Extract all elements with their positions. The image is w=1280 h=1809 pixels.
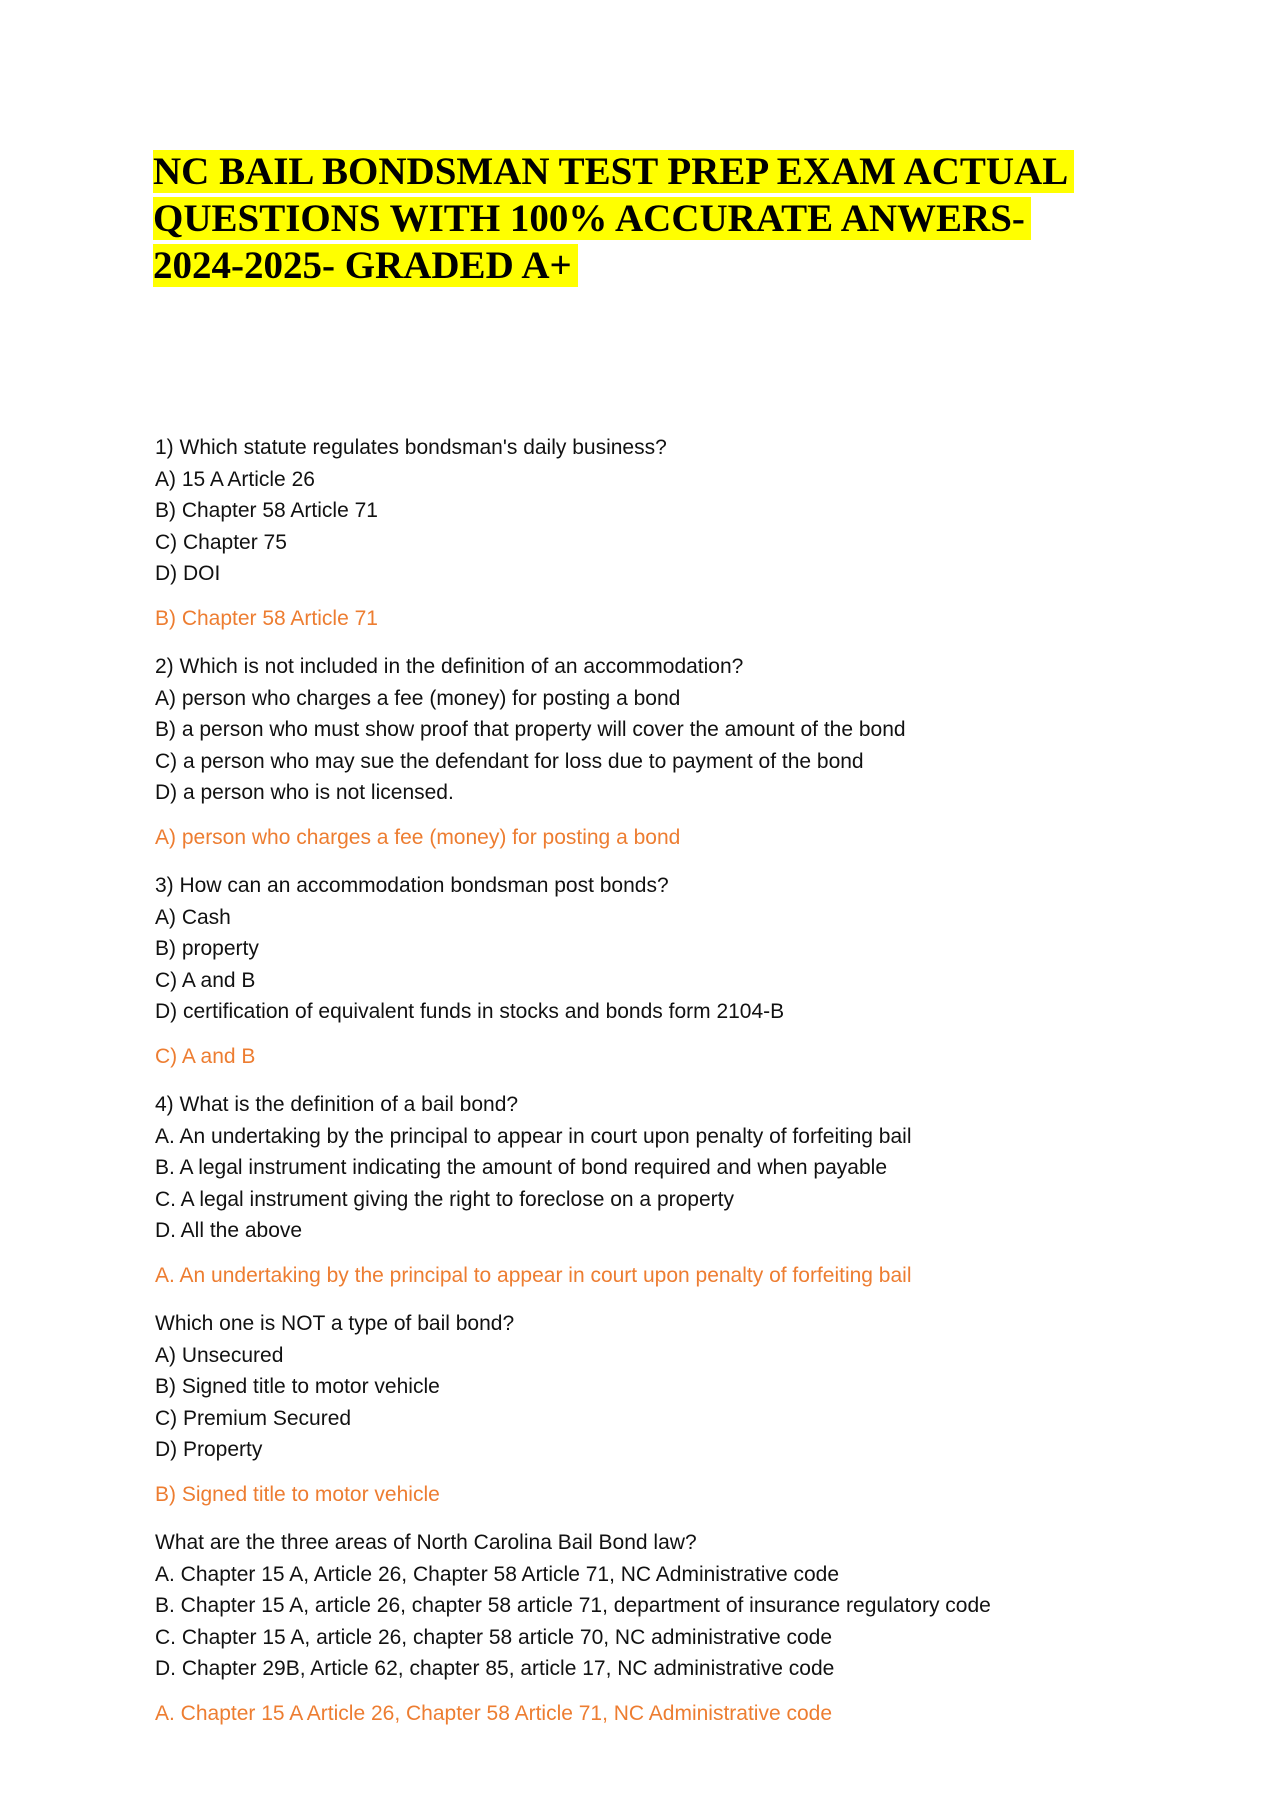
option: A) 15 A Article 26 — [155, 467, 315, 491]
option: D) a person who is not licensed. — [155, 781, 454, 804]
question-list — [155, 432, 1235, 1746]
option: C) Chapter 75 — [155, 530, 287, 554]
option: C) A and B — [155, 968, 256, 992]
option: B) a person who must show proof that property will cover the amount of the bond — [155, 718, 906, 741]
question-text: 1) Which statute regulates bondsman's daily business? — [155, 436, 667, 459]
title-line: NC BAIL BONDSMAN TEST PREP EXAM ACTUAL — [153, 150, 1074, 193]
option: C. Chapter 15 A, article 26, chapter 58 article 70, NC administrative code — [155, 1625, 833, 1649]
question-text: Which one is NOT a type of bail bond? — [155, 1312, 515, 1335]
question-text: 3) How can an accommodation bondsman post bonds? — [155, 874, 669, 897]
answer-text: A. An undertaking by the principal to appear in court upon penalty of forfeiting bail — [155, 1263, 912, 1287]
option: D) Property — [155, 1438, 263, 1461]
option: B) Signed title to motor vehicle — [155, 1375, 440, 1398]
question-block — [155, 432, 1235, 634]
answer-text: A) person who charges a fee (money) for posting a bond — [155, 825, 681, 849]
option: B) property — [155, 937, 259, 960]
question-block — [155, 1089, 1235, 1291]
option: C) Premium Secured — [155, 1406, 352, 1430]
option: A. Chapter 15 A, Article 26, Chapter 58 Article 71, NC Administrative code — [155, 1562, 840, 1586]
document-title — [153, 148, 1153, 289]
option: C. A legal instrument giving the right to foreclose on a property — [155, 1187, 734, 1211]
answer-text: B) Chapter 58 Article 71 — [155, 606, 378, 630]
answer-text: A. Chapter 15 A Article 26, Chapter 58 Article 71, NC Administrative code — [155, 1701, 833, 1725]
question-block — [155, 1527, 1235, 1729]
question-block — [155, 870, 1235, 1072]
answer-text: B) Signed title to motor vehicle — [155, 1482, 440, 1506]
option: C) a person who may sue the defendant for loss due to payment of the bond — [155, 749, 864, 773]
option: A) Cash — [155, 905, 231, 929]
question-text: 4) What is the definition of a bail bond? — [155, 1093, 519, 1116]
answer-text: C) A and B — [155, 1044, 256, 1068]
title-line: 2024-2025- GRADED A+ — [153, 244, 578, 287]
question-text: What are the three areas of North Carolina Bail Bond law? — [155, 1531, 697, 1554]
option: A) Unsecured — [155, 1343, 284, 1367]
question-text: 2) Which is not included in the definition of an accommodation? — [155, 655, 744, 678]
option: D. All the above — [155, 1219, 303, 1242]
option: B. A legal instrument indicating the amount of bond required and when payable — [155, 1156, 887, 1179]
title-line: QUESTIONS WITH 100% ACCURATE ANWERS- — [153, 197, 1031, 240]
option: A) person who charges a fee (money) for posting a bond — [155, 686, 681, 710]
option: A. An undertaking by the principal to appear in court upon penalty of forfeiting bail — [155, 1124, 912, 1148]
option: B) Chapter 58 Article 71 — [155, 499, 378, 522]
option: B. Chapter 15 A, article 26, chapter 58 article 71, department of insurance regulatory code — [155, 1594, 991, 1617]
option: D) DOI — [155, 562, 221, 585]
question-block — [155, 651, 1235, 853]
option: D. Chapter 29B, Article 62, chapter 85, article 17, NC administrative code — [155, 1657, 835, 1680]
question-block — [155, 1308, 1235, 1510]
option: D) certification of equivalent funds in stocks and bonds form 2104-B — [155, 1000, 785, 1023]
